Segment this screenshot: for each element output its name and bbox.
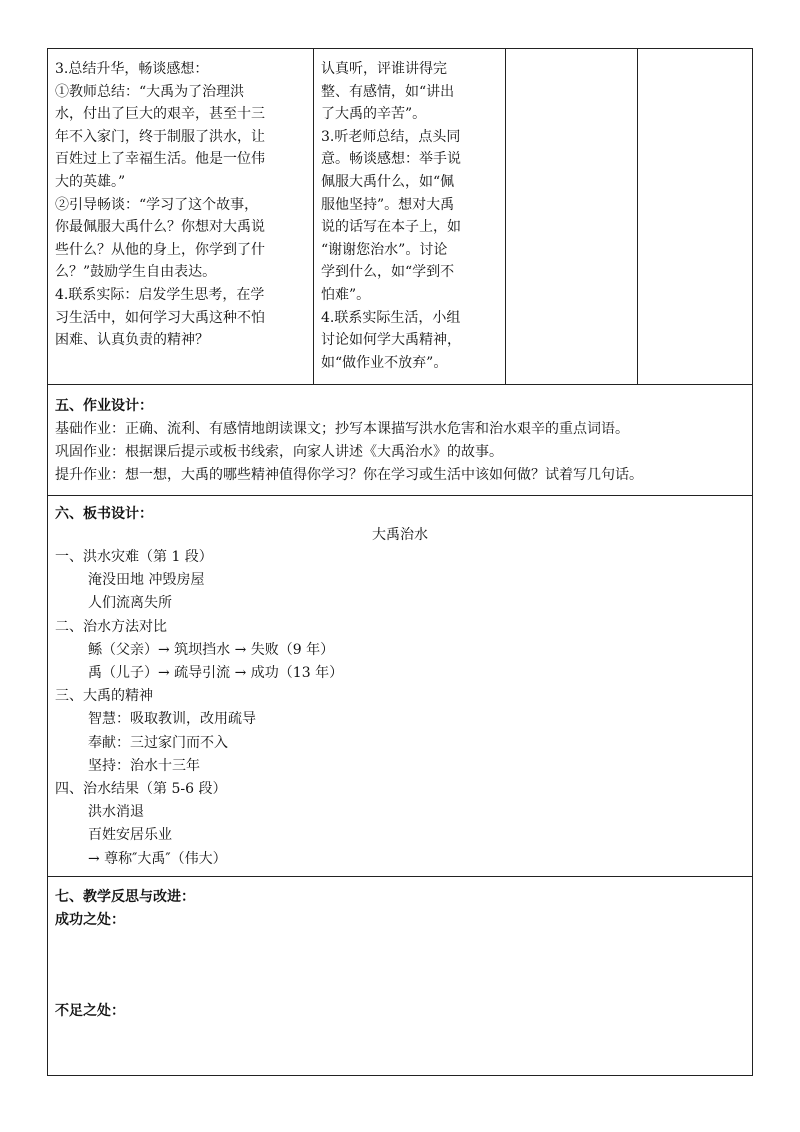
board-item: 一、洪水灾难（第 1 段） (55, 549, 213, 565)
cell-line: 整、有感情，如“讲出 (321, 83, 455, 100)
board-subitem: 奉献：三过家门而不入 (88, 734, 228, 751)
shortfall-section (55, 1000, 125, 1023)
cell-line: 佩服大禹什么，如“佩 (321, 173, 455, 190)
homework-heading: 五、作业设计： (55, 398, 153, 414)
cell-line: 怕难”。 (321, 286, 371, 303)
cell-line: 百姓过上了幸福生活。他是一位伟 (55, 151, 265, 168)
cell-line: 困难、认真负责的精神？ (55, 332, 209, 349)
reflection-heading: 七、教学反思与改进： (55, 889, 195, 905)
shortfall-label: 不足之处： (55, 1003, 125, 1019)
cell-line: 服他坚持”。想对大禹 (321, 196, 455, 213)
cell-line: 水，付出了巨大的艰辛，甚至十三 (55, 106, 265, 123)
cell-line: 些什么？从他的身上，你学到了什 (55, 241, 265, 258)
board-item: 二、治水方法对比 (55, 618, 167, 635)
board-subitem: 鲧（父亲）→ 筑坝挡水 → 失败（9 年） (88, 641, 335, 658)
board-subitem: 坚持：治水十三年 (88, 757, 200, 774)
cell-line: 4.联系实际：启发学生思考，在学 (55, 286, 265, 303)
cell-line: 认真听，评谁讲得完 (321, 61, 447, 77)
homework-line: 提升作业：想一想，大禹的哪些精神值得你学习？你在学习或生活中该如何做？试着写几句话。 (55, 467, 643, 483)
board-section (55, 503, 153, 526)
cell-line: ①教师总结：“大禹为了治理洪 (55, 83, 245, 100)
cell-line: 说的话写在本子上，如 (321, 219, 461, 236)
board-subitem: 禹（儿子）→ 疏导引流 → 成功（13 年） (88, 665, 344, 682)
cell-line: 3.听老师总结，点头同 (321, 128, 461, 145)
cell-line: ②引导畅谈：“学习了这个故事， (55, 196, 259, 213)
board-heading: 六、板书设计： (55, 506, 153, 522)
cell-line: 讨论如何学大禹精神， (321, 332, 461, 349)
cell-line: 你最佩服大禹什么？你想对大禹说 (55, 219, 265, 236)
board-subitem: 淹没田地 冲毁房屋 (88, 572, 205, 589)
homework-line: 基础作业：正确、流利、有感情地朗读课文；抄写本课描写洪水危害和治水艰辛的重点词语。 (55, 421, 629, 437)
board-subitem: 人们流离失所 (88, 595, 172, 612)
cell-line: 么？”鼓励学生自由表达。 (55, 264, 217, 281)
cell-line: 了大禹的辛苦”。 (321, 106, 427, 123)
row-divider (47, 384, 753, 385)
board-subitem: 百姓安居乐业 (88, 827, 172, 844)
board-subitem: → 尊称″大禹″（伟大） (88, 850, 227, 867)
column-divider (313, 48, 314, 384)
cell-line: “谢谢您治水”。讨论 (321, 241, 448, 258)
board-item: 三、大禹的精神 (55, 688, 153, 705)
row-divider (47, 876, 753, 877)
board-item: 四、治水结果（第 5-6 段） (55, 781, 227, 798)
cell-line: 4.联系实际生活，小组 (321, 309, 461, 326)
board-outline (55, 546, 343, 871)
empty-cell (506, 48, 636, 384)
homework-section (55, 395, 643, 487)
board-title: 大禹治水 (372, 527, 428, 543)
cell-line: 学到什么，如“学到不 (321, 264, 455, 281)
row-divider (47, 495, 753, 496)
homework-line: 巩固作业：根据课后提示或板书线索，向家人讲述《大禹治水》的故事。 (55, 444, 503, 460)
success-label: 成功之处： (55, 912, 125, 928)
board-subitem: 智慧：吸取教训，改用疏导 (88, 711, 256, 728)
board-subitem: 洪水消退 (88, 804, 144, 821)
reflection-section (55, 886, 195, 932)
empty-cell (638, 48, 752, 384)
student-activity-cell (321, 58, 499, 374)
cell-line: 习生活中，如何学习大禹这种不怕 (55, 309, 265, 326)
cell-line: 意。畅谈感想：举手说 (321, 151, 461, 168)
cell-line: 大的英雄。” (55, 173, 126, 190)
cell-line: 如“做作业不放弃”。 (321, 354, 448, 371)
teacher-activity-cell (55, 58, 306, 352)
cell-line: 年不入家门，终于制服了洪水，让 (55, 128, 265, 145)
cell-line: 3.总结升华，畅谈感想： (55, 61, 209, 77)
